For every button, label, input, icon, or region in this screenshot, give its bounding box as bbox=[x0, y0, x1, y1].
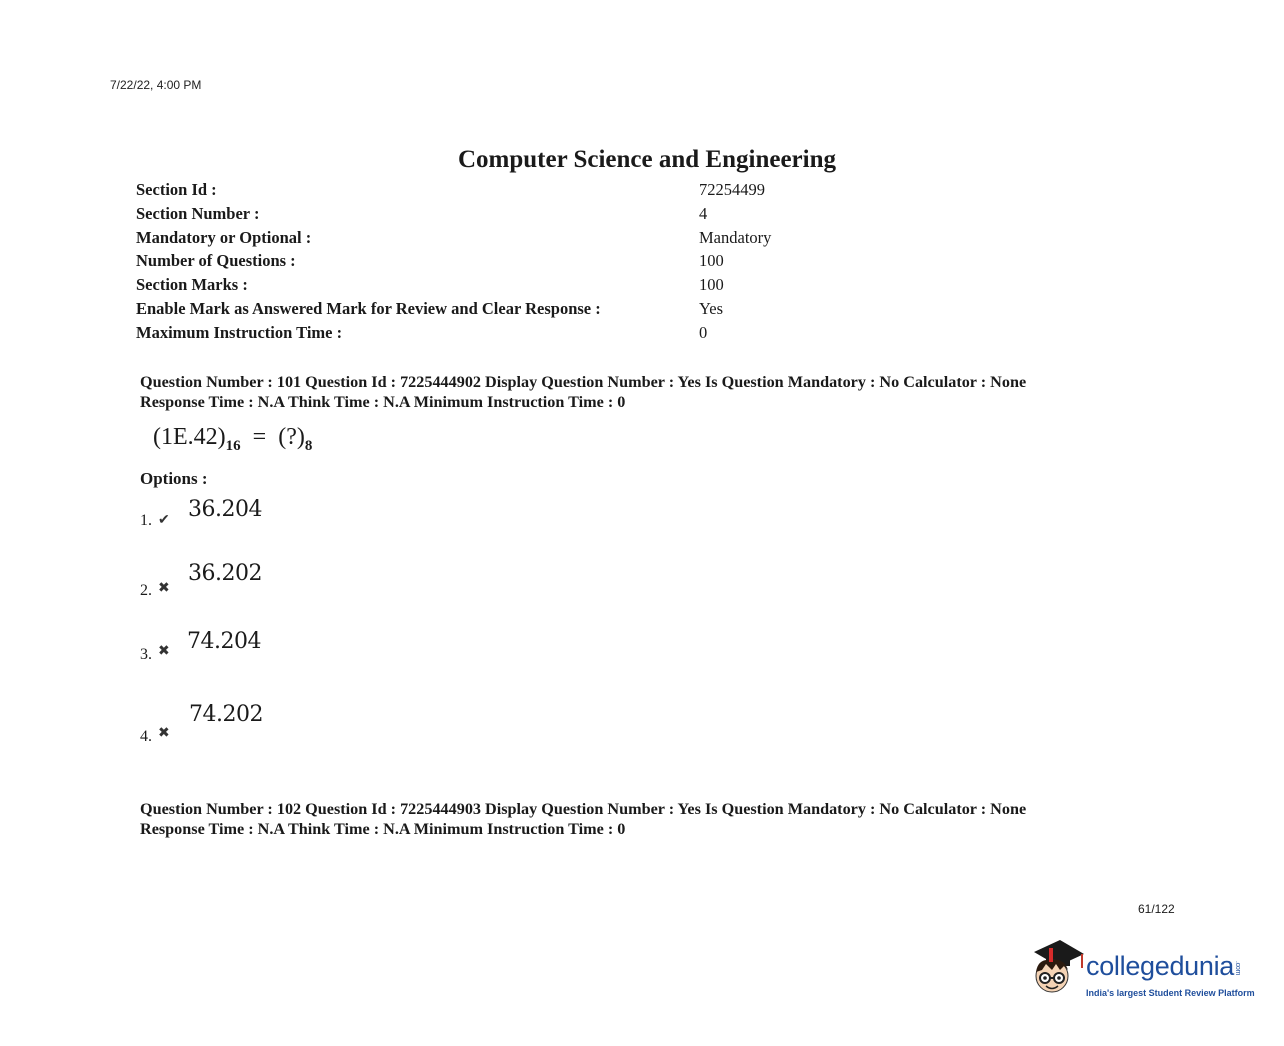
print-timestamp: 7/22/22, 4:00 PM bbox=[110, 78, 202, 92]
number-of-questions-label: Number of Questions : bbox=[136, 251, 296, 270]
mandatory-value: Mandatory bbox=[699, 228, 772, 247]
formula-rhs-base: 8 bbox=[304, 437, 313, 454]
question-meta-line2: Response Time : N.A Think Time : N.A Minimum Instruction Time : 0 bbox=[140, 393, 626, 411]
wrong-cross-icon: ✖ bbox=[158, 644, 170, 659]
enable-mark-value: Yes bbox=[699, 299, 724, 318]
logo-tagline: India's largest Student Review Platform bbox=[1086, 988, 1255, 998]
section-id-label: Section Id : bbox=[136, 180, 217, 199]
max-instruction-time-value: 0 bbox=[699, 323, 708, 342]
formula-rhs: (?) bbox=[278, 424, 305, 450]
question-formula bbox=[153, 424, 312, 455]
page-number: 61/122 bbox=[1138, 902, 1175, 916]
logo-suffix: .com bbox=[1234, 960, 1242, 975]
option-value: 74.204 bbox=[187, 629, 261, 654]
number-of-questions-value: 100 bbox=[699, 251, 724, 270]
options-label: Options : bbox=[140, 469, 208, 488]
option-value: 36.202 bbox=[188, 561, 262, 586]
section-number-value: 4 bbox=[699, 204, 708, 223]
question-meta-line2: Response Time : N.A Think Time : N.A Minimum Instruction Time : 0 bbox=[140, 820, 626, 838]
section-number-label: Section Number : bbox=[136, 204, 260, 223]
enable-mark-label: Enable Mark as Answered Mark for Review and Clear Response : bbox=[136, 299, 601, 318]
logo-name: collegedunia bbox=[1086, 951, 1235, 981]
collegedunia-logo-mascot-icon bbox=[1024, 938, 1086, 1008]
wrong-cross-icon: ✖ bbox=[158, 581, 170, 596]
option-number: 1. bbox=[140, 512, 152, 529]
formula-lhs: (1E.42) bbox=[153, 424, 226, 450]
question-meta-line1: Question Number : 101 Question Id : 7225444902 Display Question Number : Yes Is Question Mandatory : No Calculator : None bbox=[140, 373, 1027, 391]
max-instruction-time-label: Maximum Instruction Time : bbox=[136, 323, 343, 342]
formula-equals: = bbox=[252, 424, 267, 450]
mandatory-label: Mandatory or Optional : bbox=[136, 228, 312, 247]
section-id-value: 72254499 bbox=[699, 180, 765, 199]
option-number: 2. bbox=[140, 582, 152, 599]
section-marks-value: 100 bbox=[699, 275, 724, 294]
formula-lhs-base: 16 bbox=[225, 437, 241, 454]
question-meta-line1: Question Number : 102 Question Id : 7225444903 Display Question Number : Yes Is Question Mandatory : No Calculator : None bbox=[140, 800, 1027, 818]
option-value: 36.204 bbox=[188, 497, 262, 522]
option-value: 74.202 bbox=[189, 702, 263, 727]
section-marks-label: Section Marks : bbox=[136, 275, 248, 294]
correct-check-icon: ✔ bbox=[158, 513, 170, 528]
collegedunia-logo-text bbox=[1086, 951, 1241, 982]
option-number: 3. bbox=[140, 646, 152, 663]
page-title: Computer Science and Engineering bbox=[457, 146, 836, 173]
wrong-cross-icon: ✖ bbox=[158, 726, 170, 741]
option-number: 4. bbox=[140, 728, 152, 745]
